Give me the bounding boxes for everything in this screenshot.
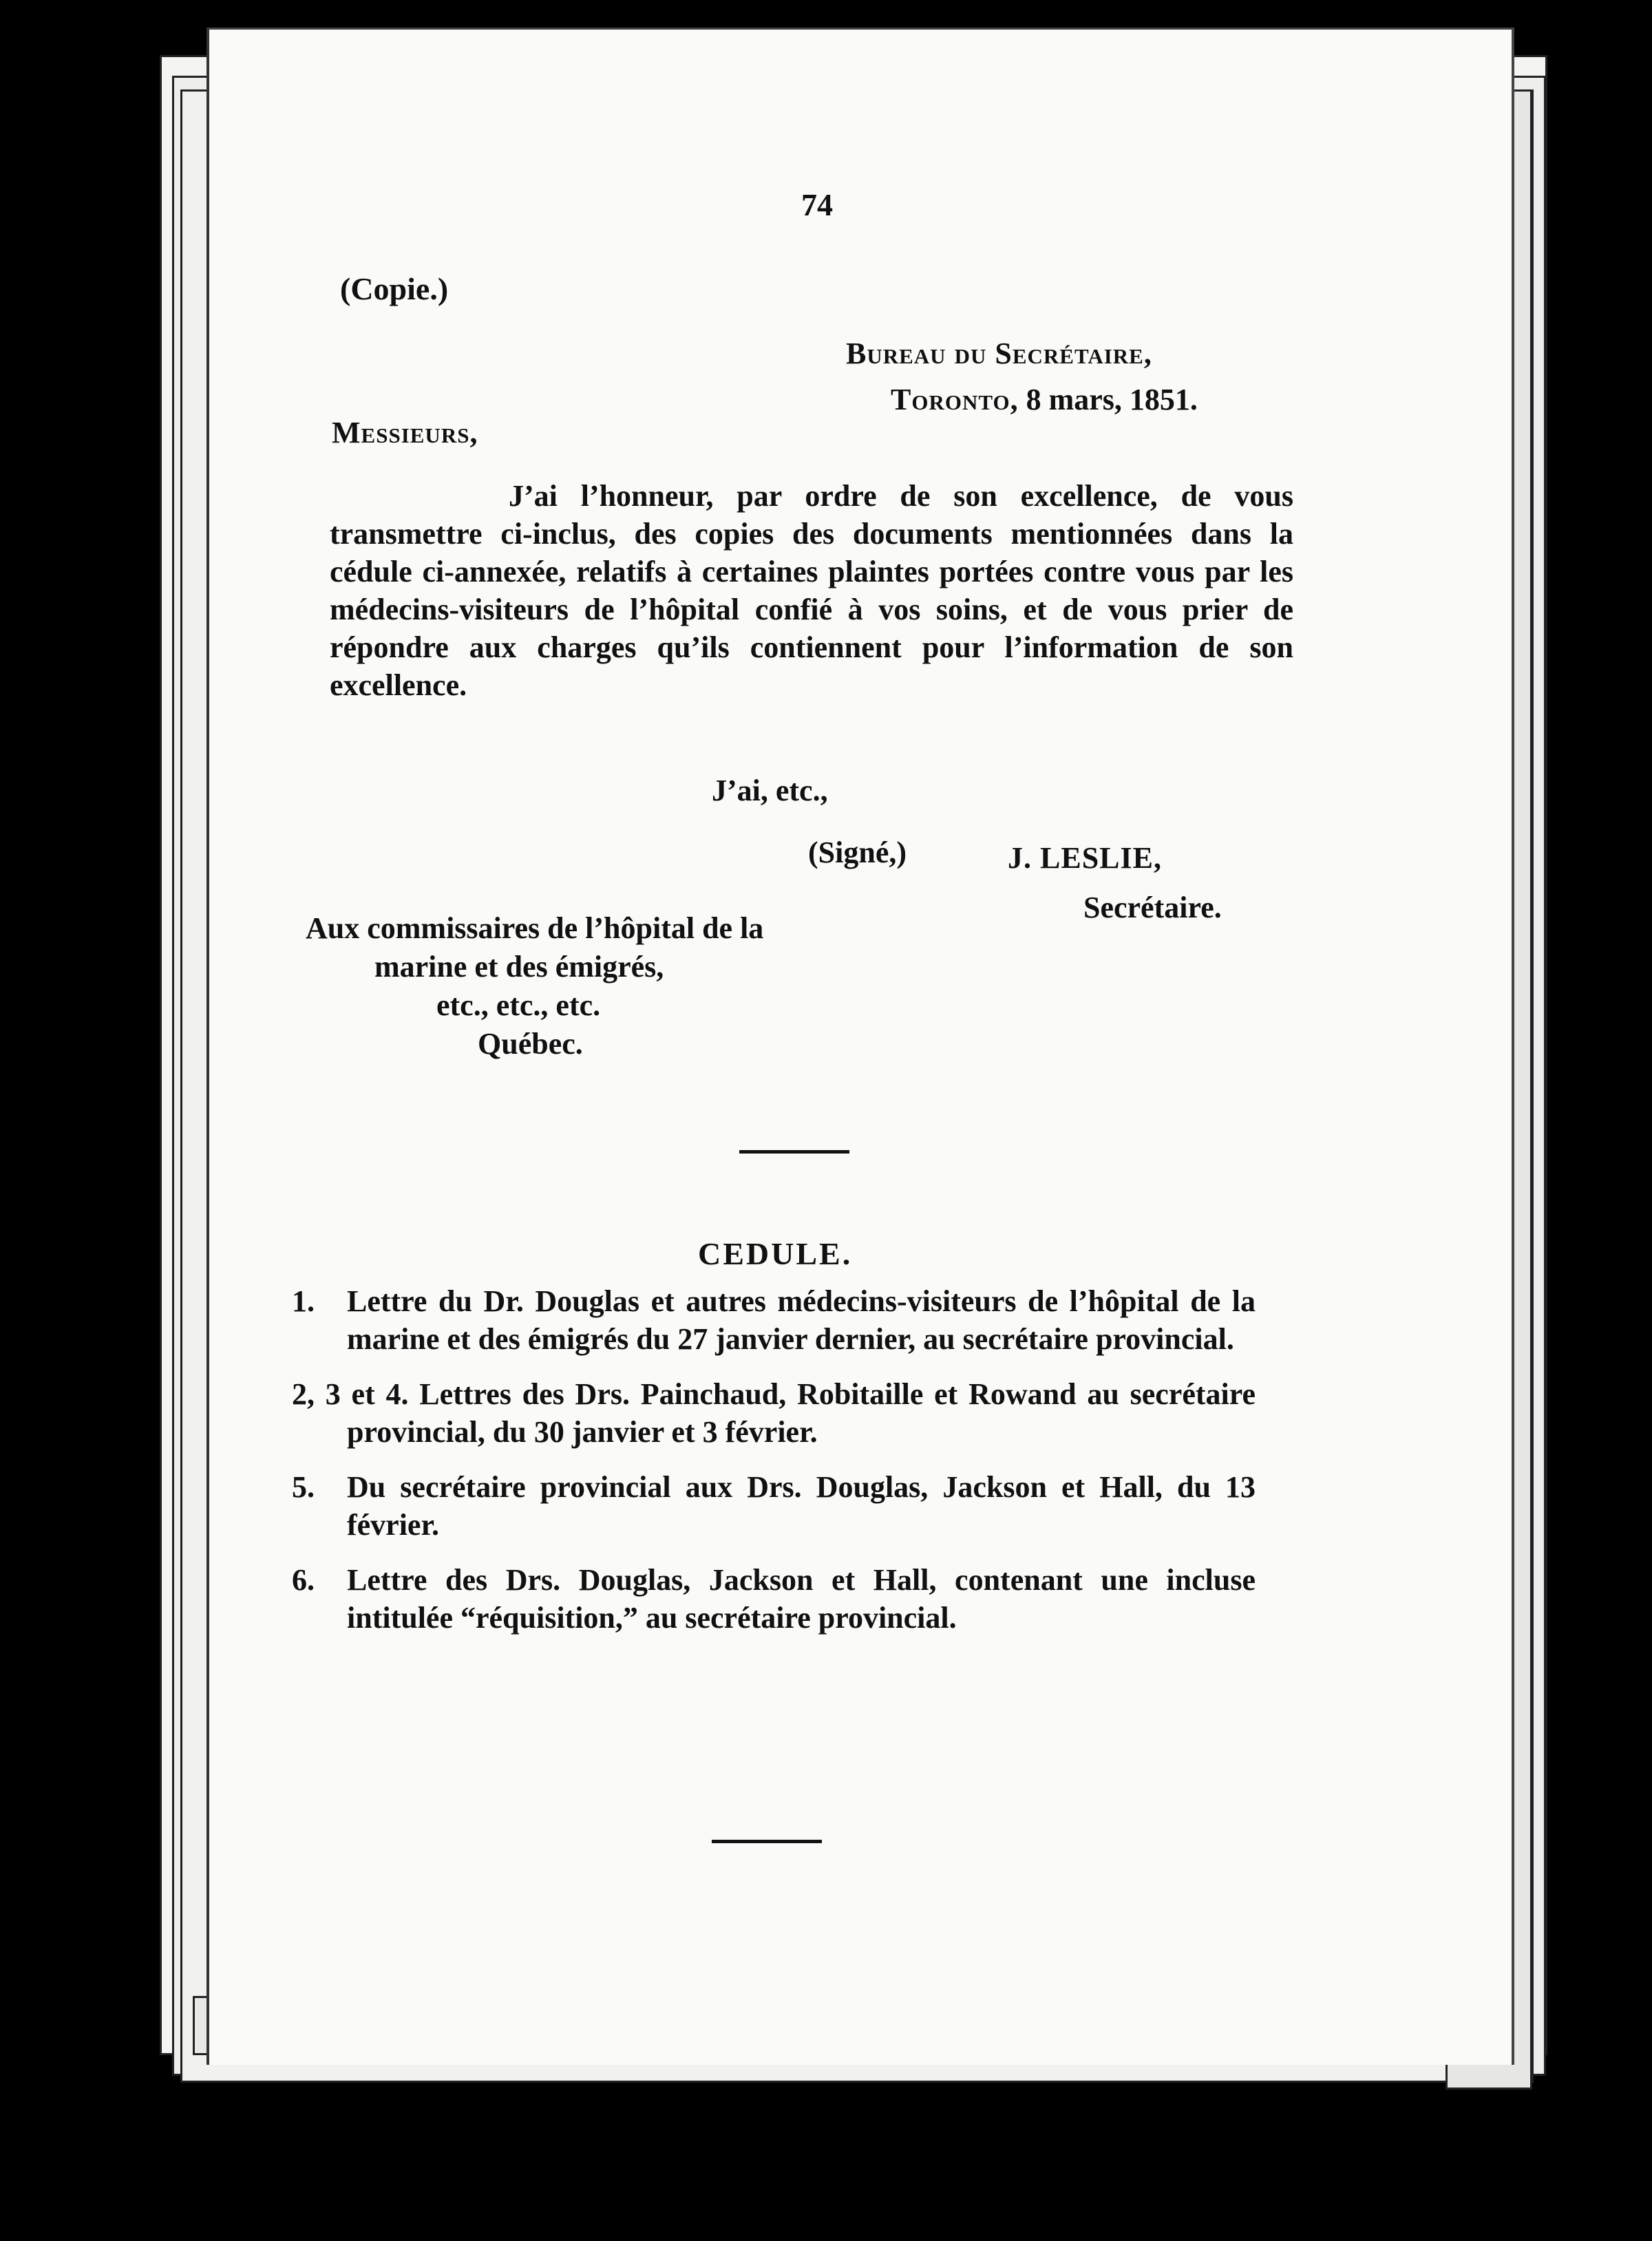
signed-label: (Signé,) [808, 836, 907, 869]
letter-address [306, 909, 925, 1063]
address-line: etc., etc., etc. [436, 988, 601, 1022]
schedule-item-number: 6. [292, 1563, 315, 1597]
schedule-item-text: Lettre du Dr. Douglas et autres médecins-visiteurs de l’hôpital de la marine et des émigrés du 27 janvier dernier, au secrétaire provincial. [347, 1284, 1256, 1356]
signer-title: Secrétaire. [1083, 891, 1222, 924]
schedule-item-number: 2, 3 et 4. [292, 1377, 409, 1411]
address-line: Aux commissaires de l’hôpital de la [306, 911, 764, 945]
schedule-list [292, 1282, 1256, 1654]
schedule-item-number: 1. [292, 1284, 315, 1318]
letter-office: Bureau du Secrétaire, [846, 337, 1152, 370]
document-page [206, 28, 1514, 2065]
schedule-item [292, 1468, 1256, 1544]
schedule-item-text: Du secrétaire provincial aux Drs. Douglas, Jackson et Hall, du 13 février. [347, 1470, 1256, 1542]
letter-body: J’ai l’honneur, par ordre de son excellence, de vous transmettre ci-inclus, des copies des documents mentionnées dans la cédule ci-annexée, relatifs à certaines plaintes portées contre vous par les médecins-visiteurs de l’hôpital confié à vos soins, et de vous prier de répondre aux charges qu’ils contiennent pour l’information de son excellence. [330, 479, 1293, 702]
copy-label: (Copie.) [340, 271, 449, 306]
page-number: 74 [801, 187, 833, 222]
address-line: Québec. [478, 1027, 583, 1061]
schedule-item-text: Lettres des Drs. Painchaud, Robitaille et Rowand au secrétaire provincial, du 30 janvier et 3 février. [347, 1377, 1256, 1449]
letter-date: 8 mars, 1851. [1018, 383, 1198, 416]
letter-dateline [891, 382, 1198, 417]
schedule-item [292, 1375, 1256, 1451]
schedule-item [292, 1561, 1256, 1637]
schedule-item [292, 1282, 1256, 1358]
schedule-item-text: Lettre des Drs. Douglas, Jackson et Hall, contenant une incluse intitulée “réquisition,” au secrétaire provincial. [347, 1563, 1256, 1635]
letter-closing: J’ai, etc., [712, 774, 828, 807]
letter-salutation: Messieurs, [332, 416, 478, 449]
schedule-title: CEDULE. [698, 1236, 853, 1271]
letter-place: Toronto, [891, 383, 1019, 416]
schedule-item-number: 5. [292, 1470, 315, 1504]
signer-name: J. LESLIE, [1008, 841, 1162, 875]
section-divider [739, 1150, 849, 1154]
closing-divider [712, 1840, 822, 1843]
address-line: marine et des émigrés, [374, 950, 664, 984]
